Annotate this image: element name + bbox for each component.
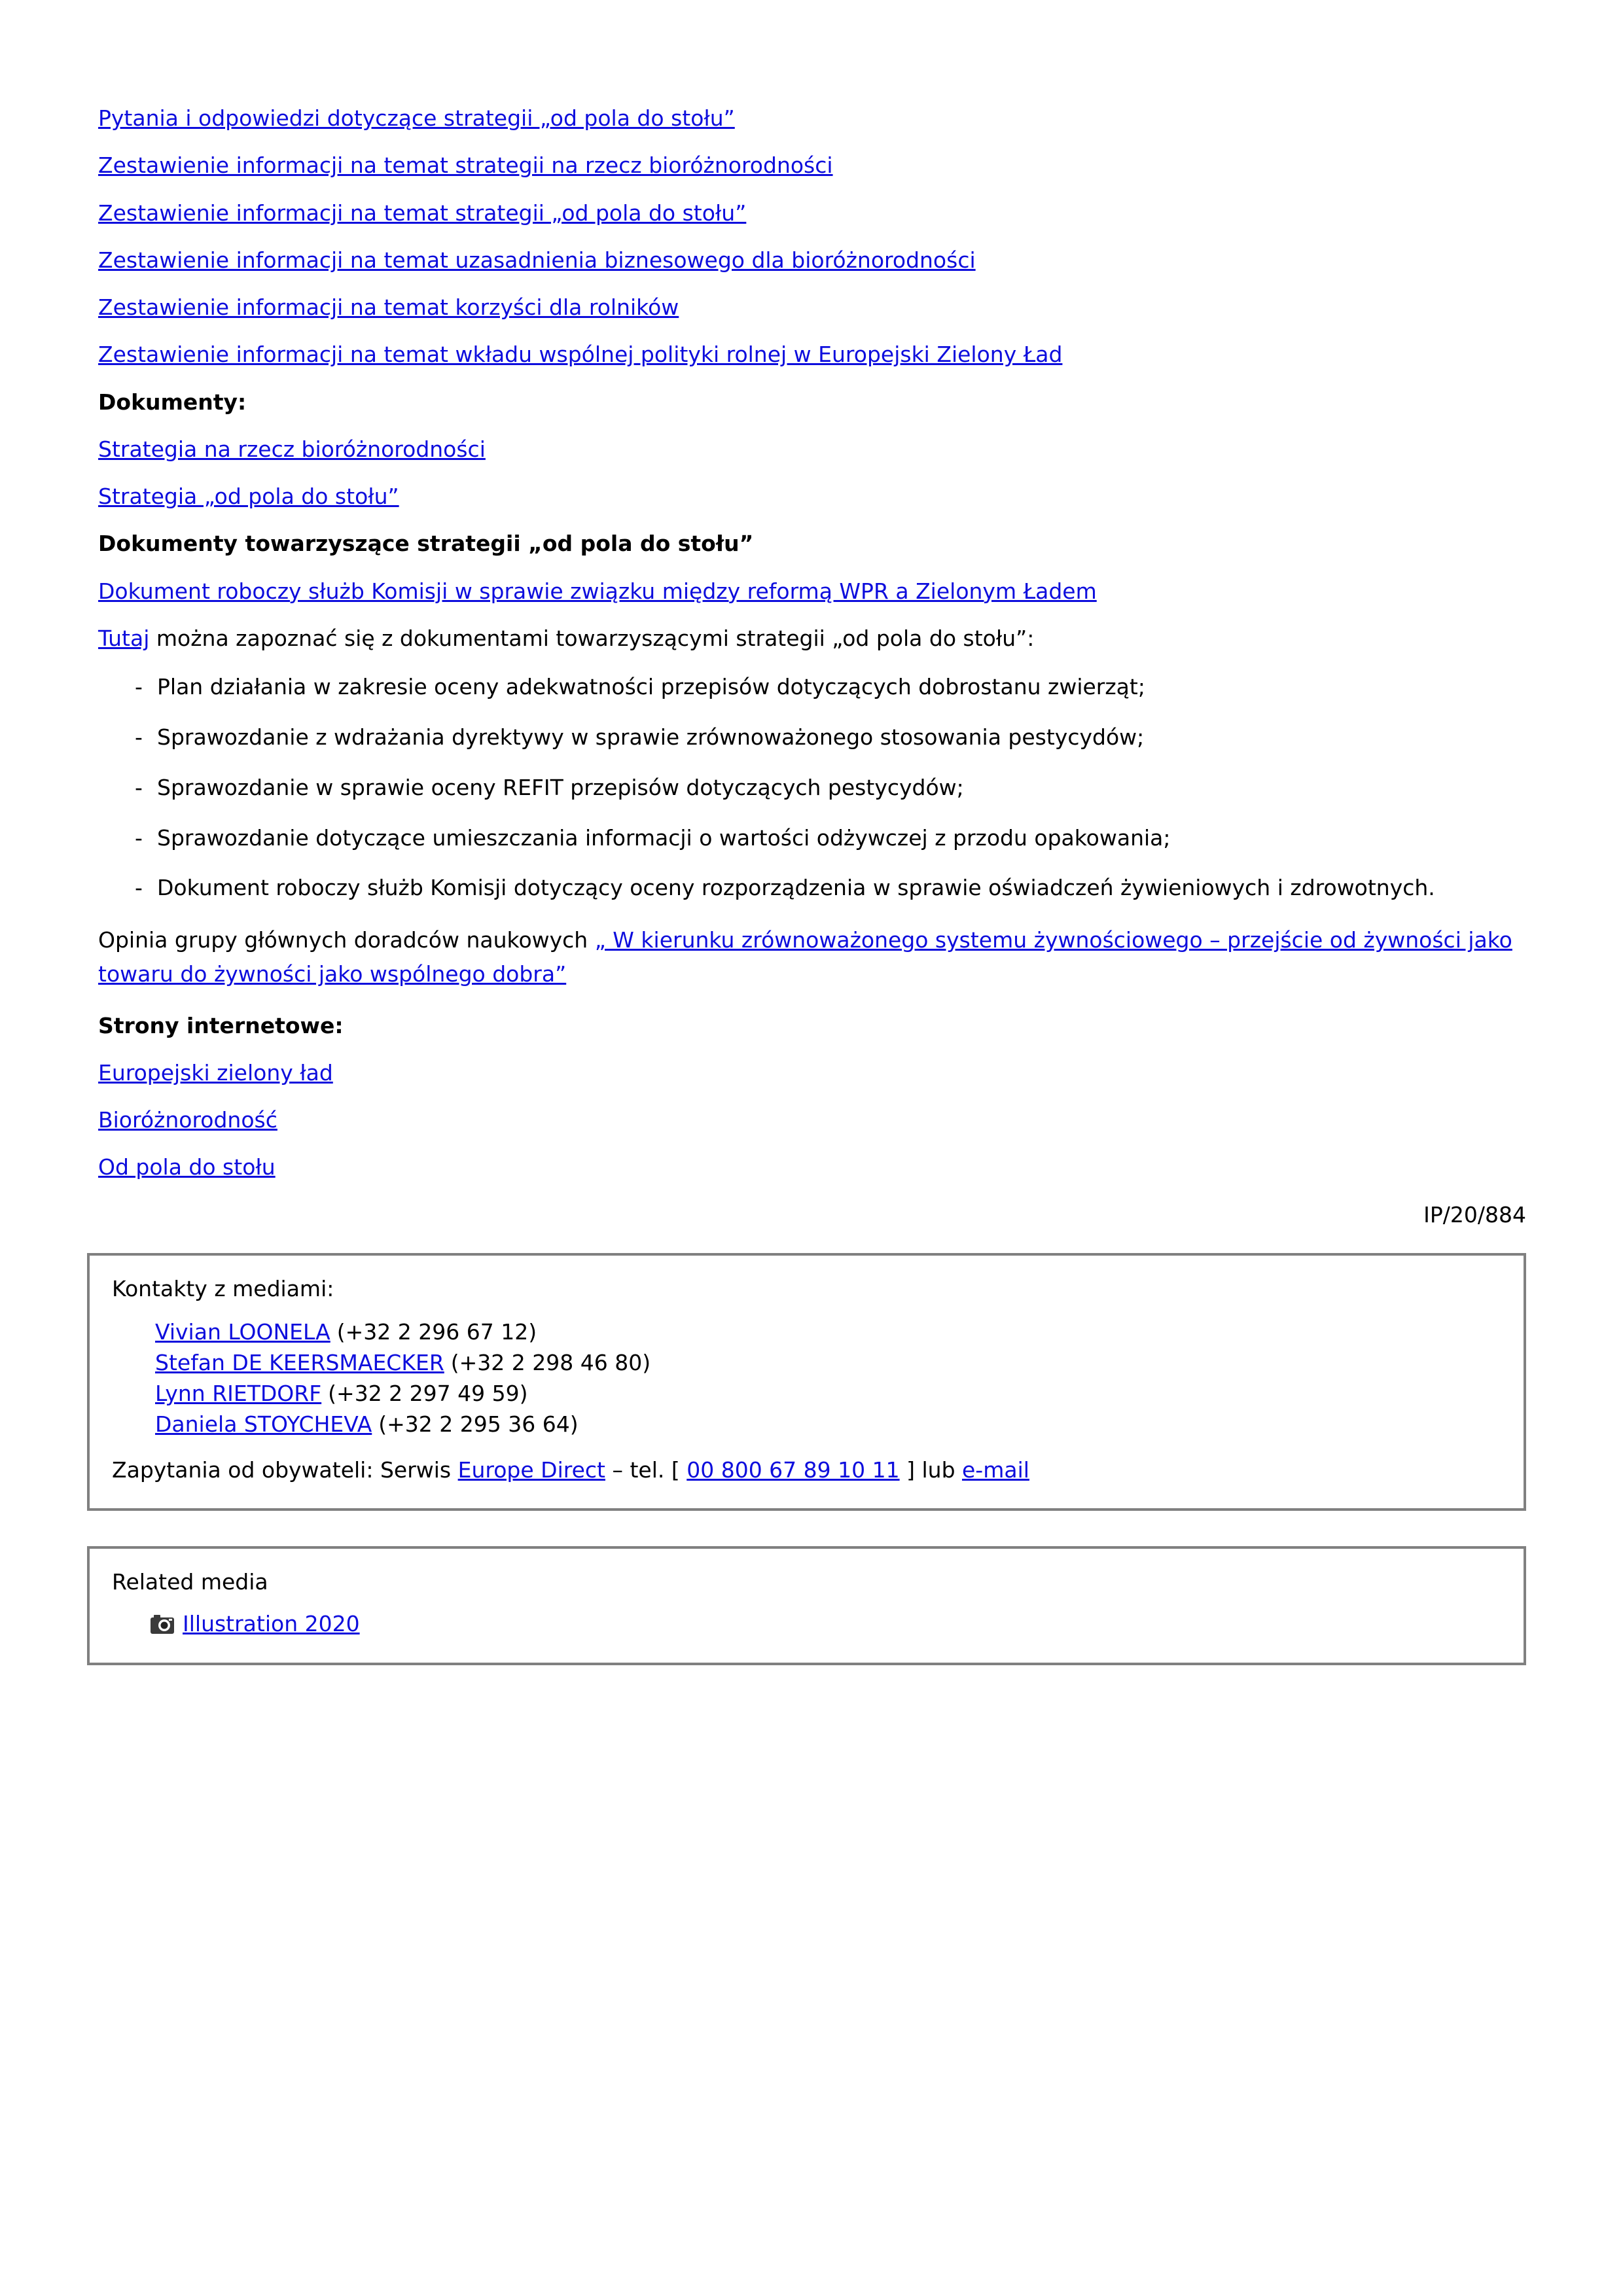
list-item: - Sprawozdanie w sprawie oceny REFIT przepisów dotyczących pestycydów; xyxy=(135,773,1526,804)
link-europe-direct[interactable]: Europe Direct xyxy=(457,1457,605,1483)
link-row xyxy=(98,1059,1526,1086)
documents-heading: Dokumenty: xyxy=(98,389,247,415)
link-farm-to-fork[interactable]: Od pola do stołu xyxy=(98,1154,276,1180)
related-media-heading: Related media xyxy=(112,1569,268,1595)
citizens-separator-text: – tel. [ xyxy=(605,1457,687,1483)
accompanying-documents-heading: Dokumenty towarzyszące strategii „od pola do stołu” xyxy=(98,531,754,557)
link-factsheet-biodiversity-strategy[interactable]: Zestawienie informacji na temat strategii na rzecz bioróżnorodności xyxy=(98,152,833,179)
contact-row xyxy=(155,1409,1501,1439)
link-row xyxy=(98,200,1526,226)
link-row xyxy=(98,578,1526,605)
link-row xyxy=(98,294,1526,321)
citizens-enquiries-line xyxy=(112,1457,1501,1485)
link-sustainable-food-system-opinion[interactable]: „ W kierunku zrównoważonego systemu żywnościowego – przejście od żywności jako towaru do żywności jako wspólnego dobra” xyxy=(98,927,1512,987)
citizens-prefix-text: Zapytania od obywateli: Serwis xyxy=(112,1457,458,1483)
related-media-box xyxy=(87,1546,1526,1665)
link-farm-to-fork-strategy-doc[interactable]: Strategia „od pola do stołu” xyxy=(98,484,399,509)
accompanying-intro-text: można zapoznać się z dokumentami towarzyszącymi strategii „od pola do stołu”: xyxy=(149,625,1035,651)
link-biodiversity-strategy-doc[interactable]: Strategia na rzecz bioróżnorodności xyxy=(98,436,486,462)
contact-row xyxy=(155,1347,1501,1378)
contact-phone: (+32 2 295 36 64) xyxy=(378,1411,579,1438)
link-row xyxy=(98,1106,1526,1133)
contact-link[interactable]: Stefan DE KEERSMAECKER xyxy=(155,1349,444,1375)
link-row xyxy=(98,436,1526,463)
link-europe-direct-phone[interactable]: 00 800 67 89 10 11 xyxy=(687,1457,900,1483)
list-item: - Plan działania w zakresie oceny adekwatności przepisów dotyczących dobrostanu zwierząt; xyxy=(135,672,1526,703)
link-factsheet-business-case-biodiversity[interactable]: Zestawienie informacji na temat uzasadnienia biznesowego dla bioróżnorodności xyxy=(98,247,976,273)
contact-link[interactable]: Daniela STOYCHEVA xyxy=(155,1411,372,1438)
contact-row xyxy=(155,1378,1501,1409)
media-contacts-box xyxy=(87,1253,1526,1511)
citizens-separator-text: ] lub xyxy=(899,1457,962,1483)
link-row xyxy=(98,341,1526,368)
related-media-item xyxy=(150,1608,1501,1639)
list-item: - Dokument roboczy służb Komisji dotyczący oceny rozporządzenia w sprawie oświadczeń żywieniowych i zdrowotnych. xyxy=(135,873,1526,904)
link-biodiversity[interactable]: Bioróżnorodność xyxy=(98,1107,277,1133)
link-row xyxy=(98,105,1526,132)
contact-phone: (+32 2 297 49 59) xyxy=(328,1381,528,1407)
link-factsheet-cap-green-deal[interactable]: Zestawienie informacji na temat wkładu wspólnej polityki rolnej w Europejski Zielony Ład xyxy=(98,342,1063,368)
accompanying-intro-line xyxy=(98,625,1526,652)
link-factsheet-farmer-benefits[interactable]: Zestawienie informacji na temat korzyści dla rolników xyxy=(98,294,679,320)
scientific-advisors-opinion-line xyxy=(98,923,1526,991)
contact-phone: (+32 2 298 46 80) xyxy=(450,1349,651,1375)
list-item: - Sprawozdanie dotyczące umieszczania informacji o wartości odżywczej z przodu opakowania; xyxy=(135,823,1526,854)
list-item: - Sprawozdanie z wdrażania dyrektywy w sprawie zrównoważonego stosowania pestycydów; xyxy=(135,722,1526,753)
opinion-prefix-text: Opinia grupy głównych doradców naukowych xyxy=(98,927,595,953)
link-staff-working-document-cap[interactable]: Dokument roboczy służb Komisji w sprawie związku między reformą WPR a Zielonym Ładem xyxy=(98,578,1097,604)
link-factsheet-farm-to-fork-strategy[interactable]: Zestawienie informacji na temat strategii „od pola do stołu” xyxy=(98,200,747,226)
contact-phone: (+32 2 296 67 12) xyxy=(336,1318,537,1345)
link-row xyxy=(98,247,1526,274)
accompanying-documents-list xyxy=(135,672,1526,904)
media-contacts-list xyxy=(112,1316,1501,1440)
link-tutaj[interactable]: Tutaj xyxy=(98,625,150,651)
contact-link[interactable]: Lynn RIETDORF xyxy=(155,1381,322,1407)
link-illustration-2020[interactable]: Illustration 2020 xyxy=(183,1611,360,1637)
contact-row xyxy=(155,1316,1501,1347)
link-email[interactable]: e-mail xyxy=(962,1457,1029,1483)
link-row xyxy=(98,1154,1526,1180)
link-row xyxy=(98,483,1526,510)
press-release-reference: IP/20/884 xyxy=(1423,1201,1526,1227)
link-row xyxy=(98,152,1526,179)
media-contacts-heading: Kontakty z mediami: xyxy=(112,1275,334,1301)
contact-link[interactable]: Vivian LOONELA xyxy=(155,1318,330,1345)
link-european-green-deal[interactable]: Europejski zielony ład xyxy=(98,1059,333,1086)
websites-heading: Strony internetowe: xyxy=(98,1012,344,1038)
link-qa-farm-to-fork[interactable]: Pytania i odpowiedzi dotyczące strategii „od pola do stołu” xyxy=(98,105,735,131)
camera-icon xyxy=(150,1614,175,1634)
